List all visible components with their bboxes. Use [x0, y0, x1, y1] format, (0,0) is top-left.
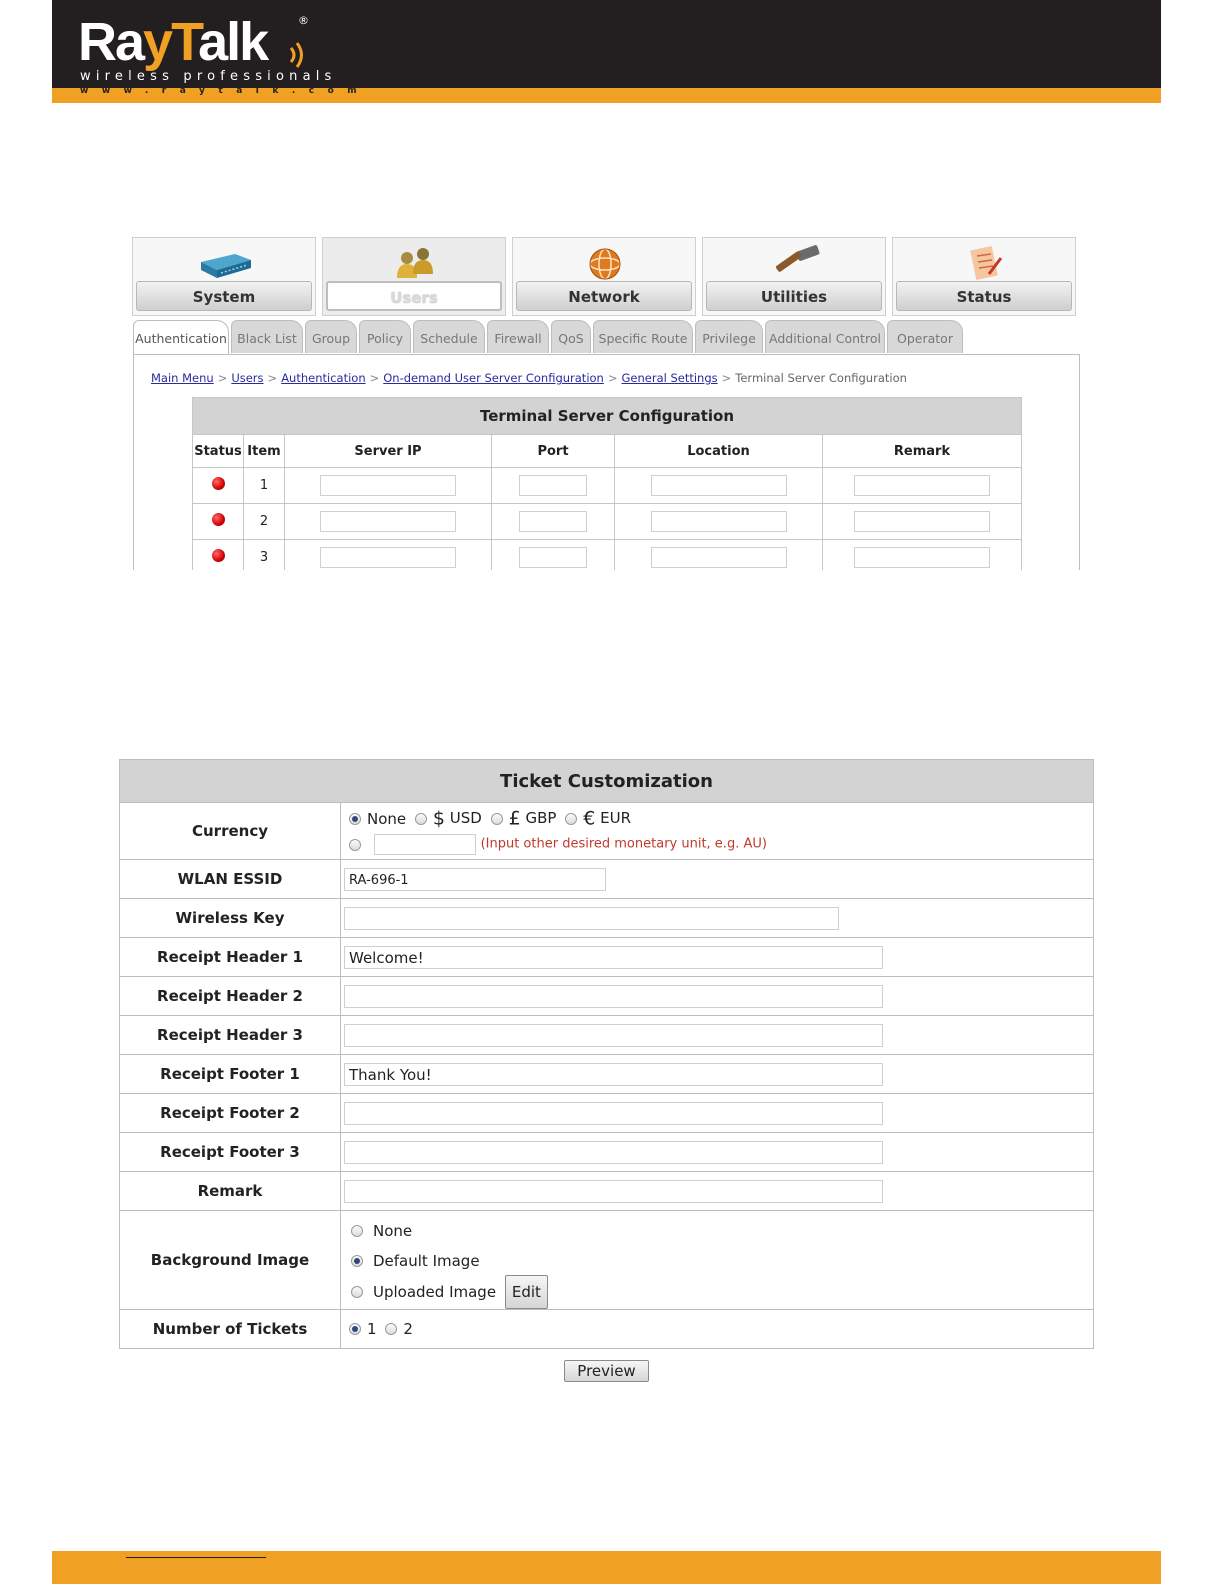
- nav-system-label: System: [136, 281, 312, 311]
- receipt-header-3-label: Receipt Header 3: [120, 1016, 341, 1055]
- dollar-symbol: $: [432, 807, 446, 830]
- tab-firewall[interactable]: Firewall: [487, 320, 549, 353]
- receipt-header-1-label: Receipt Header 1: [120, 938, 341, 977]
- location-input[interactable]: [651, 547, 787, 568]
- tickets-2-radio[interactable]: [385, 1323, 397, 1335]
- footer-rule: [126, 1557, 266, 1558]
- col-server-ip: Server IP: [285, 435, 492, 468]
- bg-default-radio[interactable]: [351, 1255, 363, 1267]
- edit-button[interactable]: Edit: [505, 1275, 548, 1309]
- pound-symbol: £: [508, 807, 521, 830]
- tab-privilege[interactable]: Privilege: [695, 320, 763, 353]
- receipt-footer-1-label: Receipt Footer 1: [120, 1055, 341, 1094]
- currency-label: Currency: [120, 803, 341, 860]
- receipt-header-3-input[interactable]: [344, 1024, 883, 1047]
- nav-utilities[interactable]: [702, 237, 886, 316]
- tab-qos[interactable]: QoS: [551, 320, 591, 353]
- receipt-footer-3-input[interactable]: [344, 1141, 883, 1164]
- ticket-customization-table: [119, 759, 1094, 1349]
- remark-input[interactable]: [854, 475, 990, 496]
- currency-eur-label: EUR: [600, 809, 632, 828]
- col-remark: Remark: [823, 435, 1022, 468]
- background-image-label: Background Image: [120, 1211, 341, 1310]
- status-indicator: [212, 549, 225, 562]
- currency-none-radio[interactable]: [349, 813, 361, 825]
- receipt-footer-2-label: Receipt Footer 2: [120, 1094, 341, 1133]
- network-switch-icon: [195, 244, 255, 284]
- nav-status[interactable]: [892, 237, 1076, 316]
- col-location: Location: [615, 435, 823, 468]
- wireless-key-input[interactable]: [344, 907, 839, 930]
- nav-status-label: Status: [896, 281, 1072, 311]
- breadcrumb-authentication[interactable]: Authentication: [281, 371, 366, 385]
- table-row: [193, 504, 1022, 540]
- currency-none-label: None: [367, 809, 407, 828]
- terminal-server-screenshot: [128, 232, 1086, 570]
- bg-uploaded-radio[interactable]: [351, 1286, 363, 1298]
- bg-uploaded-label: Uploaded Image: [373, 1283, 497, 1301]
- logo-website: www.raytalk.com: [80, 86, 371, 96]
- currency-gbp-radio[interactable]: [491, 813, 503, 825]
- number-of-tickets-label: Number of Tickets: [120, 1310, 341, 1349]
- receipt-header-2-label: Receipt Header 2: [120, 977, 341, 1016]
- currency-eur-radio[interactable]: [565, 813, 577, 825]
- port-input[interactable]: [519, 511, 587, 532]
- server-ip-input[interactable]: [320, 547, 456, 568]
- nav-utilities-label: Utilities: [706, 281, 882, 311]
- footer-stripe: [52, 1551, 1161, 1584]
- tab-policy[interactable]: Policy: [359, 320, 411, 353]
- location-input[interactable]: [651, 511, 787, 532]
- tickets-1-label: 1: [367, 1320, 377, 1339]
- currency-custom-radio[interactable]: [349, 839, 361, 851]
- bg-default-label: Default Image: [373, 1251, 480, 1270]
- tab-operator[interactable]: Operator: [887, 320, 963, 353]
- currency-usd-radio[interactable]: [415, 813, 427, 825]
- tab-authentication[interactable]: Authentication: [133, 320, 229, 355]
- ticket-customization-screenshot: [119, 759, 1094, 1382]
- registered-mark: ®: [298, 14, 309, 27]
- item-number: 2: [244, 504, 285, 540]
- receipt-footer-3-label: Receipt Footer 3: [120, 1133, 341, 1172]
- breadcrumb-users[interactable]: Users: [231, 371, 264, 385]
- location-input[interactable]: [651, 475, 787, 496]
- col-item: Item: [244, 435, 285, 468]
- signal-waves-icon: [288, 38, 310, 72]
- nav-users-label: Users: [326, 281, 502, 311]
- users-icon: [385, 244, 445, 284]
- terminal-server-table: [192, 397, 1022, 570]
- remark-input[interactable]: [854, 511, 990, 532]
- logo-tagline: wireless professionals: [80, 69, 337, 84]
- nav-system[interactable]: [132, 237, 316, 316]
- table-row: [193, 468, 1022, 504]
- bg-none-radio[interactable]: [351, 1225, 363, 1237]
- nav-network-label: Network: [516, 281, 692, 311]
- euro-symbol: €: [583, 807, 596, 830]
- breadcrumb: Main Menu > Users > Authentication > On-demand User Server Configuration > General Settings > Terminal Server Configuration: [151, 371, 907, 385]
- receipt-header-2-input[interactable]: [344, 985, 883, 1008]
- col-status: Status: [193, 435, 244, 468]
- server-ip-input[interactable]: [320, 511, 456, 532]
- nav-network[interactable]: [512, 237, 696, 316]
- document-icon: [955, 244, 1015, 284]
- globe-icon: [575, 244, 635, 284]
- breadcrumb-main-menu[interactable]: Main Menu: [151, 371, 214, 385]
- item-number: 3: [244, 540, 285, 571]
- breadcrumb-current: Terminal Server Configuration: [735, 371, 907, 385]
- receipt-footer-2-input[interactable]: [344, 1102, 883, 1125]
- tab-black-list[interactable]: Black List: [231, 320, 303, 353]
- currency-custom-note: (Input other desired monetary unit, e.g. AU): [480, 836, 767, 852]
- nav-users[interactable]: [322, 237, 506, 316]
- table-row: [193, 540, 1022, 571]
- breadcrumb-general-settings[interactable]: General Settings: [621, 371, 718, 385]
- wlan-essid-input[interactable]: RA-696-1: [344, 868, 606, 891]
- ticket-table-title: Ticket Customization: [120, 760, 1094, 803]
- remark-label: Remark: [120, 1172, 341, 1211]
- tab-schedule[interactable]: Schedule: [413, 320, 485, 353]
- terminal-table-title: Terminal Server Configuration: [193, 398, 1022, 435]
- content-panel: [133, 354, 1080, 570]
- status-indicator: [212, 477, 225, 490]
- col-port: Port: [492, 435, 615, 468]
- receipt-footer-1-input[interactable]: Thank You!: [344, 1063, 883, 1086]
- receipt-header-1-input[interactable]: Welcome!: [344, 946, 883, 969]
- wlan-essid-label: WLAN ESSID: [120, 860, 341, 899]
- hammer-icon: [765, 244, 825, 284]
- port-input[interactable]: [519, 547, 587, 568]
- preview-button[interactable]: Preview: [564, 1360, 648, 1382]
- wireless-key-label: Wireless Key: [120, 899, 341, 938]
- server-ip-input[interactable]: [320, 475, 456, 496]
- tickets-1-radio[interactable]: [349, 1323, 361, 1335]
- currency-gbp-label: GBP: [525, 809, 557, 828]
- tab-additional-control[interactable]: Additional Control: [765, 320, 885, 353]
- breadcrumb-on-demand[interactable]: On-demand User Server Configuration: [383, 371, 604, 385]
- item-number: 1: [244, 468, 285, 504]
- bg-none-label: None: [373, 1221, 413, 1240]
- raytalk-logo: RayTalk: [78, 12, 268, 72]
- tab-group[interactable]: Group: [305, 320, 357, 353]
- tickets-2-label: 2: [403, 1320, 413, 1339]
- port-input[interactable]: [519, 475, 587, 496]
- status-indicator: [212, 513, 225, 526]
- currency-custom-input[interactable]: [374, 834, 476, 855]
- sub-tabs: [133, 320, 1083, 354]
- tab-specific-route[interactable]: Specific Route: [593, 320, 693, 353]
- remark-input[interactable]: [344, 1180, 883, 1203]
- remark-input[interactable]: [854, 547, 990, 568]
- currency-usd-label: USD: [449, 809, 482, 828]
- main-nav: [132, 237, 1082, 319]
